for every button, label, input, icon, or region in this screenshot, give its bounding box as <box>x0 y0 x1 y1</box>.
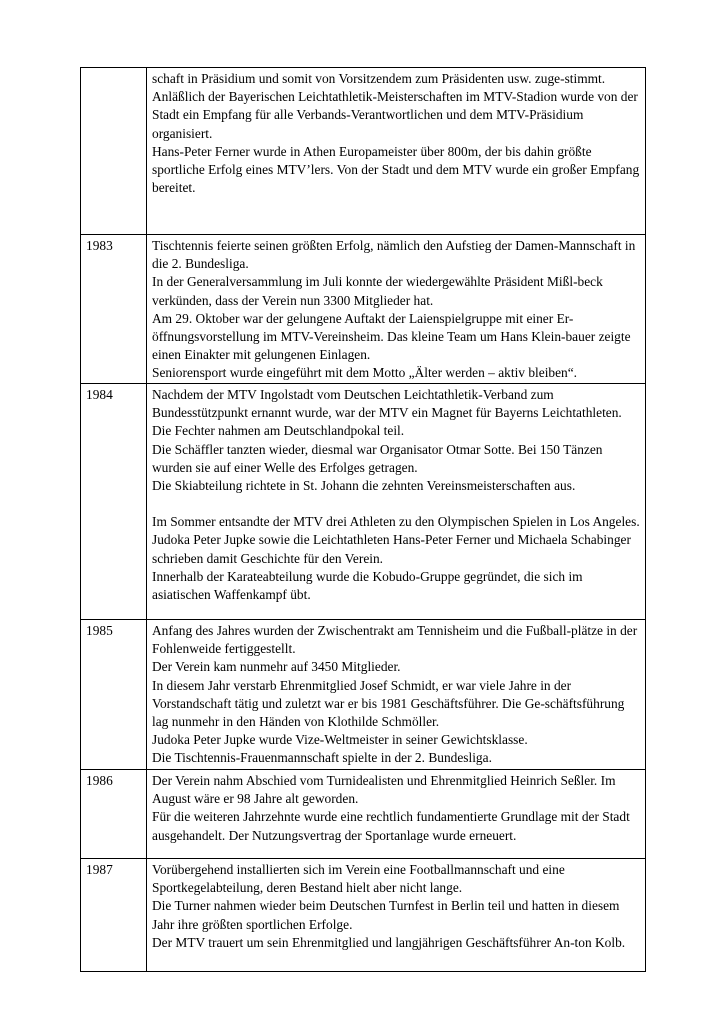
event-paragraph: Innerhalb der Karateabteilung wurde die Kobudo-Gruppe gegründet, die sich im asiatischen Waffenkampf übt. <box>152 568 583 603</box>
year-cell <box>81 68 147 235</box>
event-paragraph: Der Verein nahm Abschied vom Turnidealisten und Ehrenmitglied Heinrich Seßler. Im August wäre er 98 Jahre alt geworden. <box>152 773 616 807</box>
event-text-cell <box>147 384 646 620</box>
year-cell: 1983 <box>81 235 147 384</box>
event-paragraph: Vorübergehend installierten sich im Verein eine Footballmannschaft und eine Sportkegelabteilung, deren Bestand hielt aber nicht lange. <box>152 862 565 896</box>
year-cell: 1986 <box>81 770 147 859</box>
event-paragraph: Tischtennis feierte seinen größten Erfolg, nämlich den Aufstieg der Damen-Mannschaft in die 2. Bundesliga. <box>152 238 636 272</box>
event-paragraph: Die Turner nahmen wieder beim Deutschen Turnfest in Berlin teil und hatten in diesem Jahr ihre größten sportlichen Erfolge. <box>152 898 620 932</box>
year-cell: 1985 <box>81 620 147 770</box>
event-text-cell <box>147 235 646 384</box>
event-text-cell <box>147 620 646 770</box>
event-text-cell <box>147 859 646 972</box>
event-paragraph: Am 29. Oktober war der gelungene Auftakt der Laienspielgruppe mit einer Er-öffnungsvorstellung im MTV-Vereinsheim. Das kleine Team um Hans Klein-bauer zeigte einen Einakter mit gelungenen Einlagen. <box>152 310 631 363</box>
table-row <box>81 384 646 620</box>
event-text-cell <box>147 68 646 235</box>
event-paragraph: Die Skiabteilung richtete in St. Johann die zehnten Vereinsmeisterschaften aus. <box>152 478 576 494</box>
table-row <box>81 770 646 859</box>
event-paragraph: Der MTV trauert um sein Ehrenmitglied und langjährigen Geschäftsführer An-ton Kolb. <box>152 934 626 950</box>
event-paragraph: Für die weiteren Jahrzehnte wurde eine rechtlich fundamentierte Grundlage mit der Stadt ausgehandelt. Der Nutzungsvertrag der Sportanlage wurde erneuert. <box>152 809 630 843</box>
chronicle-table <box>80 67 646 972</box>
year-cell: 1987 <box>81 859 147 972</box>
table-row <box>81 235 646 384</box>
year-cell: 1984 <box>81 384 147 620</box>
event-paragraph: Die Tischtennis-Frauenmannschaft spielte in der 2. Bundesliga. <box>152 750 492 766</box>
event-paragraph: schaft in Präsidium und somit von Vorsitzendem zum Präsidenten usw. zuge-stimmt. <box>152 71 606 86</box>
event-paragraph: Nachdem der MTV Ingolstadt vom Deutschen Leichtathletik-Verband zum Bundesstützpunkt ernannt wurde, war der MTV ein Magnet für Bayerns Leichtathleten. <box>152 387 622 421</box>
event-paragraph: Anfang des Jahres wurden der Zwischentrakt am Tennisheim und die Fußball-plätze in der Fohlenweide fertiggestellt. <box>152 623 638 657</box>
table-row <box>81 859 646 972</box>
event-paragraph: In der Generalversammlung im Juli konnte der wiedergewählte Präsident Mißl-beck verkünden, dass der Verein nun 3300 Mitglieder hat. <box>152 274 603 308</box>
event-paragraph: Die Fechter nahmen am Deutschlandpokal teil. <box>152 423 405 439</box>
event-paragraph: Der Verein kam nunmehr auf 3450 Mitglieder. <box>152 659 401 675</box>
table-row <box>81 68 646 235</box>
event-paragraph: Judoka Peter Jupke wurde Vize-Weltmeister in seiner Gewichtsklasse. <box>152 732 528 748</box>
event-paragraph: Seniorensport wurde eingeführt mit dem Motto „Älter werden – aktiv bleiben“. <box>152 365 578 381</box>
event-paragraph: Die Schäffler tanzten wieder, diesmal war Organisator Otmar Sotte. Bei 150 Tänzen wurden sie auf einer Welle des Erfolges getragen. <box>152 441 603 475</box>
table-row <box>81 620 646 770</box>
event-text-cell <box>147 770 646 859</box>
event-paragraph: Hans-Peter Ferner wurde in Athen Europameister über 800m, der bis dahin größte sportliche Erfolg eines MTV’lers. Von der Stadt und dem MTV wurde ein großer Empfang bereitet. <box>152 143 640 196</box>
event-paragraph: In diesem Jahr verstarb Ehrenmitglied Josef Schmidt, er war viele Jahre in der Vorstandschaft tätig und zuletzt war er bis 1981 Geschäftsführer. Die Ge-schäftsführung lag nunmehr in den Händen von Klothilde Schmöller. <box>152 677 625 730</box>
event-paragraph: Im Sommer entsandte der MTV drei Athleten zu den Olympischen Spielen in Los Angeles. Judoka Peter Jupke sowie die Leichtathleten Hans-Peter Ferner und Michaela Schabinger schrieben damit Geschichte für den Verein. <box>152 514 640 566</box>
event-paragraph: Anläßlich der Bayerischen Leichtathletik-Meisterschaften im MTV-Stadion wurde von der Stadt ein Empfang für alle Verbands-Verantwortlichen und dem MTV-Präsidium organisiert. <box>152 89 638 141</box>
